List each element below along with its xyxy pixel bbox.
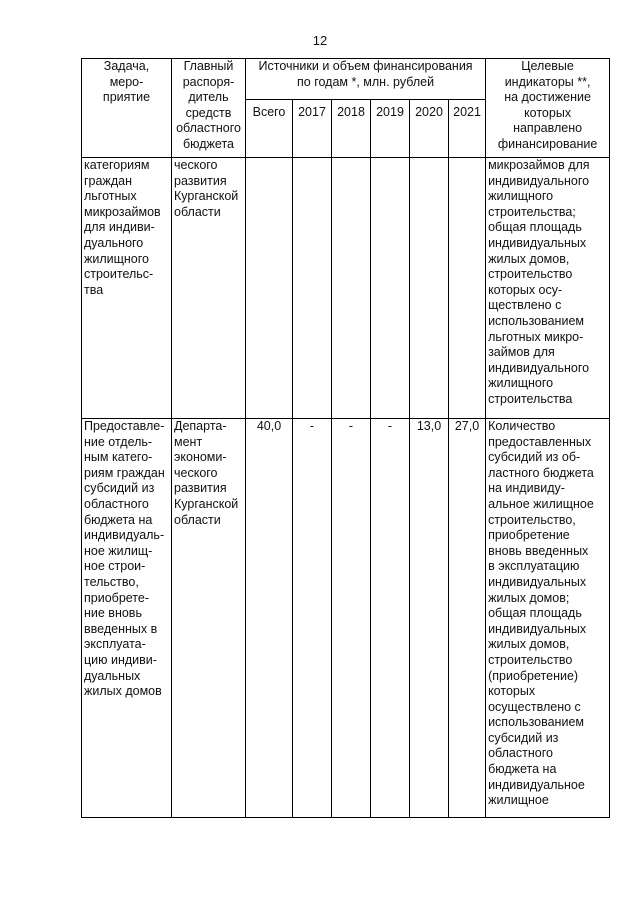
header-year: 2019 [371, 100, 410, 158]
header-task: Задача, меро- приятие [82, 59, 172, 158]
row-total: 40,0 [246, 419, 293, 818]
row-total [246, 158, 293, 419]
table-row [82, 419, 610, 818]
table-row [82, 158, 610, 419]
header-total: Всего [246, 100, 293, 158]
row-year-value [371, 158, 410, 419]
header-target-indicators: Целевые индикаторы **, на достижение которых направлено финансирование [486, 59, 610, 158]
header-administrator: Главный распоря- дитель средств областного бюджета [172, 59, 246, 158]
page-number: 12 [312, 33, 328, 48]
header-year: 2017 [293, 100, 332, 158]
row-administrator: Департа- мент экономи- ческого развития Курганской области [172, 419, 246, 818]
header-year: 2020 [410, 100, 449, 158]
header-funding-sources: Источники и объем финансирования по годам *, млн. рублей [246, 59, 486, 100]
row-year-value [293, 158, 332, 419]
row-indicators: Количество предоставленных субсидий из об- ластного бюджета на индивиду- альное жилищное строительство, приобретение вновь введенных в эксплуатацию индивидуальных жилых домов; общая площадь индивидуальных жилых домов, строительство (приобретение) которых осуществлено с использованием субсидий из областного бюджета на индивидуальное жилищное [486, 419, 610, 818]
row-year-value: - [293, 419, 332, 818]
row-year-value: 13,0 [410, 419, 449, 818]
row-task: категориям граждан льготных микрозаймов для индиви- дуального жилищного строительс- тва [82, 158, 172, 419]
row-year-value: - [371, 419, 410, 818]
row-administrator: ческого развития Курганской области [172, 158, 246, 419]
row-year-value [332, 158, 371, 419]
financing-table [81, 58, 610, 818]
header-year: 2018 [332, 100, 371, 158]
row-year-value: - [332, 419, 371, 818]
row-year-value: 27,0 [449, 419, 486, 818]
header-year: 2021 [449, 100, 486, 158]
row-task: Предоставле- ние отдель- ным катего- риям граждан субсидий из областного бюджета на индивидуаль- ное жилищ- ное строи- тельство, приобрете- ние вновь введенных в эксплуата- цию индиви- дуальных жилых домов [82, 419, 172, 818]
header-row [82, 59, 610, 100]
row-indicators: микрозаймов для индивидуального жилищного строительства; общая площадь индивидуальных жилых домов, строительство которых осу- ществлено с использованием льготных микро- займов для индивидуального жилищного строительства [486, 158, 610, 419]
row-year-value [410, 158, 449, 419]
row-year-value [449, 158, 486, 419]
